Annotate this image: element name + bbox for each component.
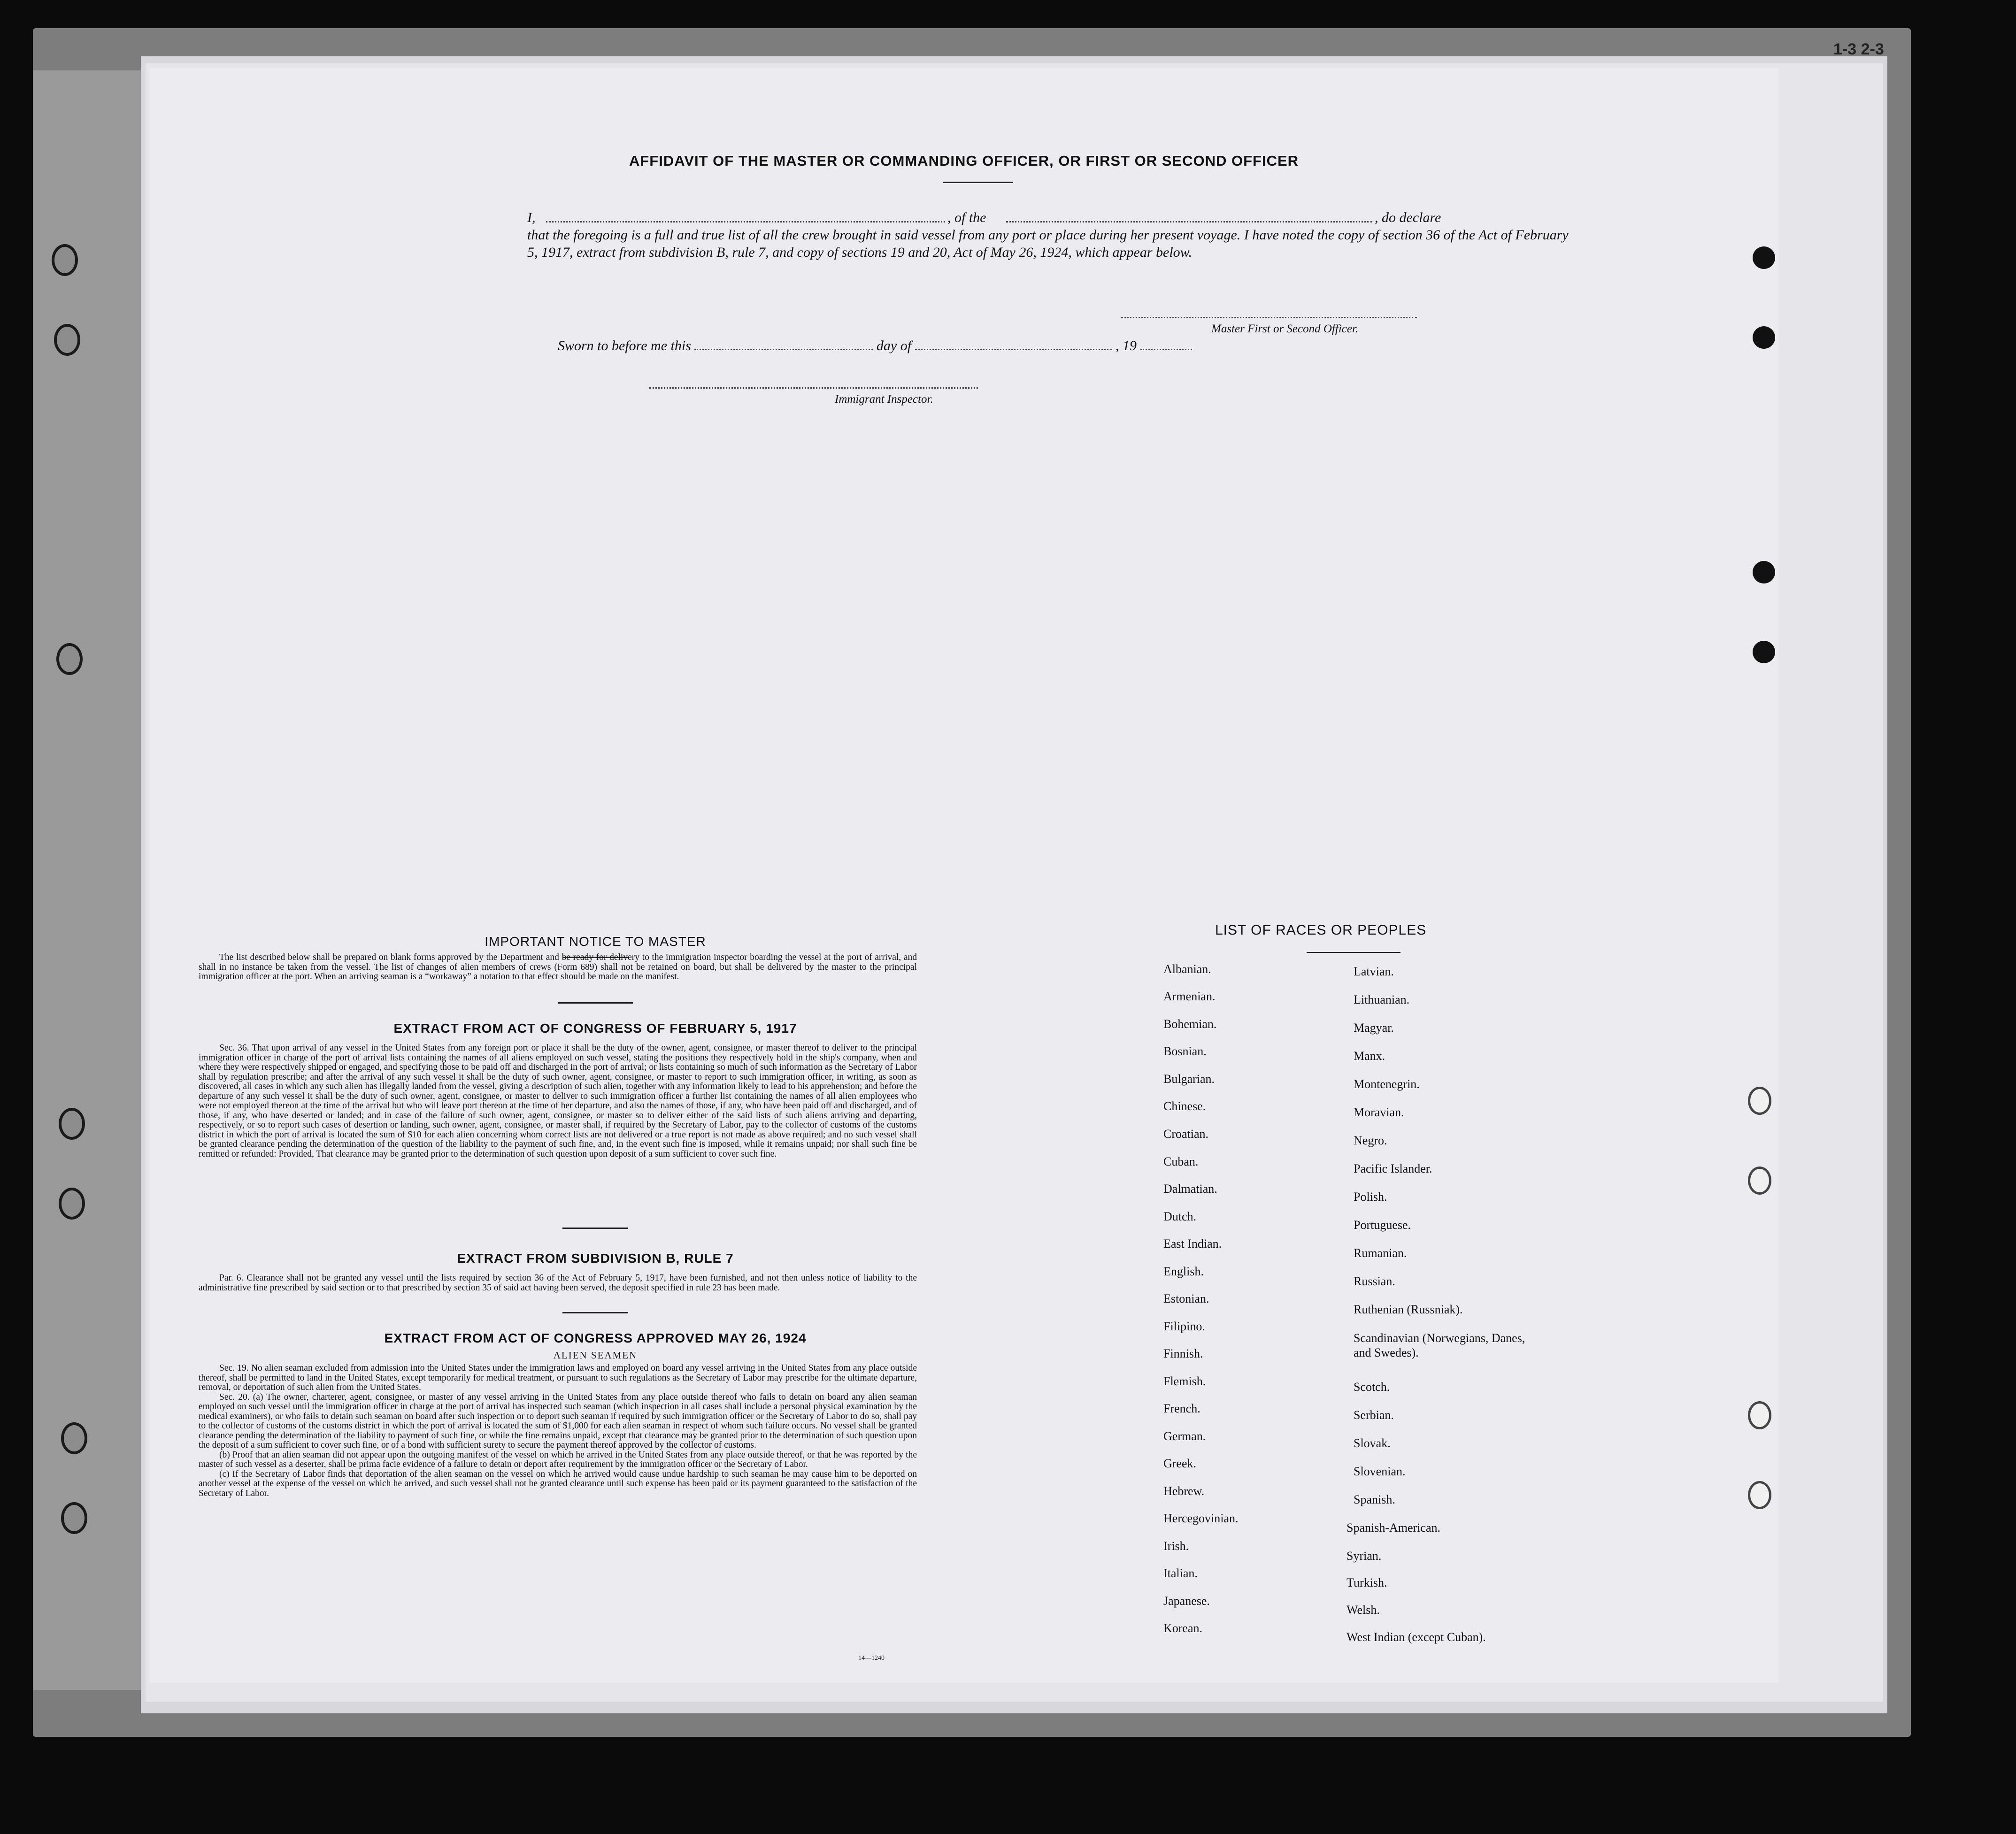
- binder-hole-icon: [61, 1502, 87, 1534]
- extract-1924-subtitle: ALIEN SEAMEN: [553, 1350, 638, 1361]
- race-item: Armenian.: [1163, 990, 1216, 1003]
- notice-title: IMPORTANT NOTICE TO MASTER: [485, 934, 706, 949]
- race-item: Croatian.: [1163, 1127, 1209, 1141]
- race-item: Slovenian.: [1354, 1465, 1406, 1478]
- binder-hole-icon: [59, 1108, 85, 1140]
- binder-hole-icon: [54, 324, 80, 356]
- affidavit-title: AFFIDAVIT OF THE MASTER OR COMMANDING OFFICER, OR FIRST OR SECOND OFFICER: [629, 153, 1299, 169]
- race-item: Welsh.: [1347, 1603, 1380, 1617]
- race-item: Greek.: [1163, 1457, 1197, 1470]
- manifest-page: [149, 68, 1778, 1683]
- extract-1924-sec19: Sec. 19. No alien seaman excluded from admission into the United States under the immigration laws and employed on board any vessel arriving in the United States from any place outside thereof, shall be permitted to land in the United States, except temporarily for medical treatment, or pursuant to such regulations as the Secretary of Labor may prescribe for the ultimate departure, removal, or deportation of such alien from the United States.: [199, 1364, 917, 1392]
- extract-rule7-text: Par. 6. Clearance shall not be granted any vessel until the lists required by section 36 of the Act of February 5, 1917, have been furnished, and not then unless notice of liability to the administrative fine prescribed by said section or to that prescribed by section 35 of said act having been served, the deposit specified in rule 23 has been made.: [199, 1274, 917, 1293]
- sworn-day-field[interactable]: [694, 349, 873, 350]
- race-item: Finnish.: [1163, 1347, 1203, 1360]
- race-item: Dutch.: [1163, 1210, 1197, 1223]
- race-item: Scotch.: [1354, 1380, 1390, 1394]
- punch-hole-icon: [1753, 641, 1775, 663]
- race-item: Cuban.: [1163, 1155, 1199, 1168]
- binder-spine: [33, 70, 155, 1690]
- race-item: Serbian.: [1354, 1408, 1394, 1422]
- race-item: Flemish.: [1163, 1374, 1206, 1388]
- punch-hole-icon: [1748, 1087, 1771, 1115]
- section-rule: [562, 1228, 628, 1229]
- extract-1917-title: EXTRACT FROM ACT OF CONGRESS OF FEBRUARY 5, 1917: [393, 1021, 797, 1036]
- race-item: West Indian (except Cuban).: [1347, 1630, 1486, 1644]
- race-item: Slovak.: [1354, 1436, 1391, 1450]
- vessel-field[interactable]: [1006, 221, 1372, 223]
- race-item: German.: [1163, 1429, 1206, 1443]
- inspector-signature-field[interactable]: [649, 387, 978, 389]
- race-item: Portuguese.: [1354, 1218, 1411, 1232]
- notice-rule: [558, 1002, 633, 1004]
- race-item: French.: [1163, 1402, 1200, 1415]
- race-item: Japanese.: [1163, 1594, 1210, 1608]
- race-item: Dalmatian.: [1163, 1182, 1217, 1196]
- master-signature-label: Master First or Second Officer.: [1211, 322, 1359, 335]
- race-item: Polish.: [1354, 1190, 1387, 1204]
- extract-1924-title: EXTRACT FROM ACT OF CONGRESS APPROVED MAY 26, 1924: [384, 1331, 807, 1345]
- race-item: Hebrew.: [1163, 1484, 1205, 1498]
- race-item: Irish.: [1163, 1539, 1189, 1553]
- race-item: Moravian.: [1354, 1105, 1404, 1119]
- race-item: Korean.: [1163, 1621, 1203, 1635]
- extract-rule7-title: EXTRACT FROM SUBDIVISION B, RULE 7: [457, 1251, 734, 1266]
- race-item: Scandinavian (Norwegians, Danes, and Swedes).: [1354, 1331, 1525, 1359]
- race-item: Estonian.: [1163, 1292, 1209, 1305]
- binder-hole-icon: [52, 244, 78, 276]
- race-item: Italian.: [1163, 1566, 1198, 1580]
- race-item: Spanish-American.: [1347, 1521, 1441, 1535]
- race-item: Lithuanian.: [1354, 993, 1410, 1006]
- notice-text: The list described below shall be prepared on blank forms approved by the Department and be ready for delivery to the immigration inspector boarding the vessel at the port of arrival, and shall in no instance be taken from the vessel. The list of changes of alien members of crews (Form 689) shall not be retained on board, but shall be delivered by the master to the principal immigration officer at the port. When an arriving seaman is a “workaway” a notation to that effect should be made on the manifest.: [199, 953, 917, 982]
- punch-hole-icon: [1748, 1166, 1771, 1195]
- extract-1924-sec20a: Sec. 20. (a) The owner, charterer, agent, consignee, or master of any vessel arriving in the United States from any place outside thereof who fails to detain on board any alien seaman employed on such vessel until the immigration officer in charge at the port of arrival has inspected such seaman (which inspection in all cases shall include a personal physical examination by the medical examiners), or who fails to detain such seaman on board after such inspection or to deport such seaman if required by such immigration officer or the Secretary of Labor to do so, shall pay to the collector of customs of the customs district in which the port of arrival is located the sum of $1,000 for each alien seaman in respect of whom such failure occurs. No vessel shall be granted clearance pending the determination of the liability to payment of such fine, or while the fine remains unpaid, except that clearance may be granted prior to the determination of such question upon the deposit of a sum sufficient to cover such fine, or of a bond with sufficient surety to secure the payment thereof approved by the collector of customs.: [199, 1392, 917, 1450]
- race-item: Syrian.: [1347, 1549, 1382, 1563]
- affidavit-text: [527, 209, 1570, 261]
- race-item: Bosnian.: [1163, 1044, 1207, 1058]
- punch-hole-icon: [1753, 326, 1775, 349]
- race-item: Bulgarian.: [1163, 1072, 1215, 1086]
- day-of-text: day of: [876, 338, 912, 353]
- race-item: Albanian.: [1163, 962, 1211, 976]
- punch-hole-icon: [1748, 1401, 1771, 1429]
- margin-mark: 1-3 2-3: [1833, 40, 1884, 58]
- title-rule: [943, 182, 1013, 183]
- race-item: Montenegrin.: [1354, 1077, 1420, 1091]
- binder-hole-icon: [56, 643, 83, 675]
- master-signature-field[interactable]: [1121, 317, 1417, 318]
- race-item: Pacific Islander.: [1354, 1162, 1432, 1175]
- extract-1924-sec20c: (c) If the Secretary of Labor finds that deportation of the alien seaman on the vessel on which he arrived would cause undue hardship to such seaman he may cause him to be deported on another vessel at the expense of the vessel on which he arrived, and such vessel shall not be granted clearance until such expense has been paid or its payment guaranteed to the satisfaction of the Secretary of Labor.: [199, 1469, 917, 1498]
- extract-1924-body: [199, 1364, 917, 1645]
- section-rule: [562, 1312, 628, 1313]
- race-item: Chinese.: [1163, 1099, 1206, 1113]
- race-item: Turkish.: [1347, 1576, 1387, 1589]
- sworn-text: Sworn to before me this: [558, 338, 691, 353]
- affidavit-declare: , do declare: [1375, 210, 1441, 225]
- affidavit-of-the: , of the: [947, 210, 986, 225]
- race-item: Bohemian.: [1163, 1017, 1217, 1031]
- sworn-line: [558, 338, 1192, 354]
- race-item: Magyar.: [1354, 1021, 1394, 1035]
- year-prefix: , 19: [1116, 338, 1137, 353]
- race-item: Rumanian.: [1354, 1246, 1407, 1260]
- race-item: Hercegovinian.: [1163, 1512, 1239, 1525]
- race-item: Negro.: [1354, 1134, 1387, 1147]
- race-item: Russian.: [1354, 1274, 1395, 1288]
- extract-1917-text: Sec. 36. That upon arrival of any vessel in the United States from any foreign port or place it shall be the duty of the owner, agent, consignee, or master thereof to deliver to the principal immigration officer in charge of the port of arrival lists containing the names of all aliens employed on such vessel, stating the positions they respectively hold in the ship's company, when and where they were respectively shipped or engaged, and specifying those to be paid off and discharged in the port of arrival; or lists containing so much of such information as the Secretary of Labor shall by regulation prescribe; and after the arrival of any such vessel it shall be the duty of such owner, agent, consignee, or master to report to such immigration officer, in writing, as soon as discovered, all cases in which any such alien has illegally landed from the vessel, giving a description of such alien, together with any information likely to lead to his apprehension; and before the departure of any such vessel it shall be the duty of such owner, agent, consignee, or master to deliver to such immigration officer a further list containing the names of all alien employees who were not employed thereon at the time of the arrival but who will leave port thereon at the time of her departure, and also the names of those, if any, who have been paid off and discharged, and of those, if any, who have deserted or landed; and in case of the failure of such owner, agent, consignee, or master so to deliver either of the said lists of such aliens arriving and departing, respectively, or so to report such cases of desertion or landing, such owner, agent, consignee, or master shall, if required by the Secretary of Labor, pay to the collector of customs of the customs district in which the port of arrival is located the sum of $10 for each alien concerning whom correct lists are not delivered or a true report is not made as above required; and no such vessel shall be granted clearance pending the determination of the question of the liability to the payment of such fine, and, in the event such fine is imposed, while it remains unpaid; nor shall such fine be remitted or refunded: Provided, That clearance may be granted prior to the determination of such question upon deposit of a sum sufficient to cover such fine.: [199, 1044, 917, 1159]
- binder-hole-icon: [61, 1422, 87, 1454]
- sworn-year-field[interactable]: [1140, 349, 1192, 350]
- affidavit-body: that the foregoing is a full and true list of all the crew brought in said vessel from any port or place during her present voyage. I have noted the copy of section 36 of the Act of February 5, 1917, extract from subdivision B, rule 7, and copy of sections 19 and 20, Act of May 26, 1924, which appear below.: [527, 227, 1569, 260]
- race-item: Spanish.: [1354, 1493, 1395, 1506]
- race-item: East Indian.: [1163, 1237, 1222, 1251]
- race-item: Ruthenian (Russniak).: [1354, 1303, 1463, 1316]
- punch-hole-icon: [1748, 1481, 1771, 1509]
- races-title: LIST OF RACES OR PEOPLES: [1215, 922, 1427, 938]
- race-item: Latvian.: [1354, 965, 1394, 978]
- sworn-month-field[interactable]: [915, 349, 1112, 350]
- punch-hole-icon: [1753, 246, 1775, 269]
- races-rule: [1307, 952, 1400, 953]
- race-item: Filipino.: [1163, 1320, 1205, 1333]
- race-item: English.: [1163, 1265, 1204, 1278]
- form-code: 14—1240: [858, 1655, 885, 1662]
- binder-hole-icon: [59, 1188, 85, 1220]
- extract-1924-sec20b: (b) Proof that an alien seaman did not appear upon the outgoing manifest of the vessel on which he arrived in the United States from any place outside thereof, or that he was reported by the master of such vessel as a deserter, shall be prima facie evidence of a failure to detain or deport after requirement by the immigration officer or the Secretary of Labor.: [199, 1450, 917, 1469]
- affidavit-i: I,: [527, 210, 536, 225]
- name-field[interactable]: [546, 221, 945, 223]
- inspector-signature-label: Immigrant Inspector.: [835, 393, 933, 406]
- punch-hole-icon: [1753, 561, 1775, 583]
- race-item: Manx.: [1354, 1049, 1385, 1063]
